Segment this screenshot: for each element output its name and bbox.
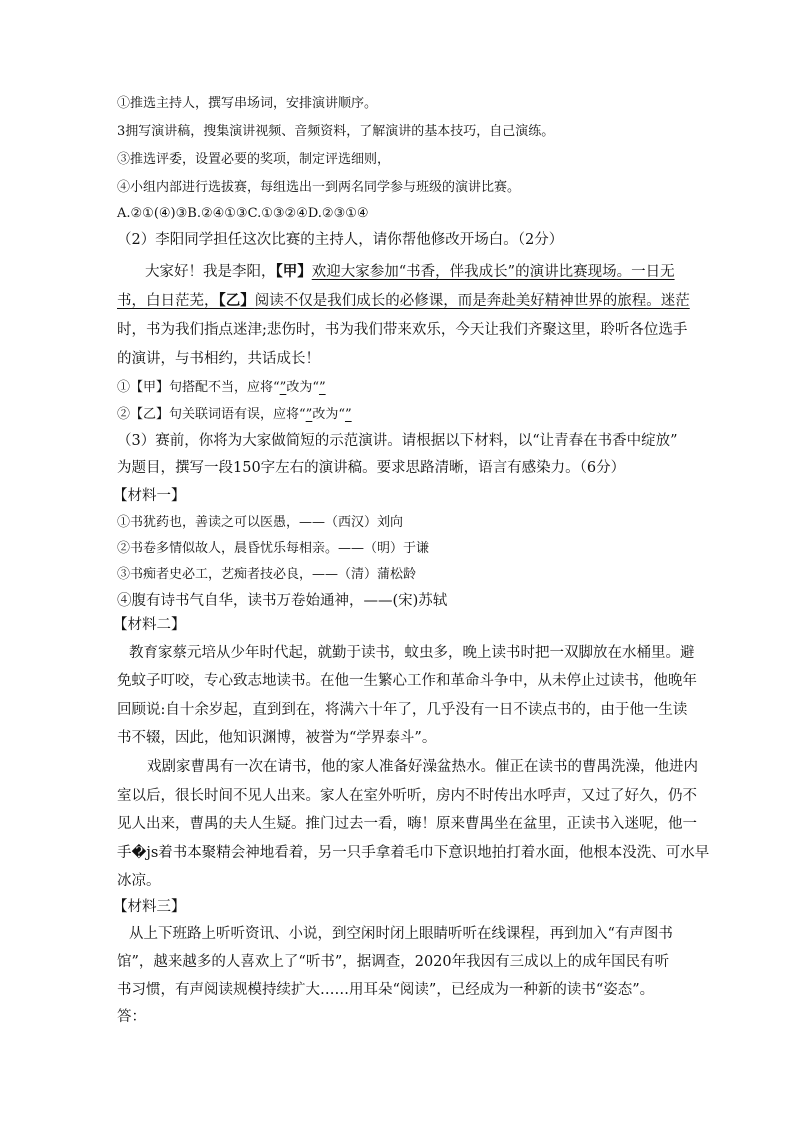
fix-jia-blank-1[interactable]: ” bbox=[279, 380, 287, 395]
speech-greeting: 大家好！我是李阳， bbox=[145, 264, 276, 280]
material-2-line-3: 回顾说:自十余岁起，直到到在，将满六十年了，几乎没有一日不读点书的，由于他一生读 bbox=[117, 702, 688, 718]
tag-jia: 【甲】 bbox=[275, 263, 312, 280]
sentence-jia: 欢迎大家参加“书香，伴我成长”的演讲比赛现场。一日无 bbox=[311, 264, 675, 280]
material-3-line-3: 书习惯，有声阅读规模持续扩大……用耳朵“阅读”，已经成为一种新的读书“姿态”。 bbox=[117, 982, 655, 998]
answer-label: 答： bbox=[117, 1009, 146, 1025]
sentence-jia-end: 书，白日茫芜， bbox=[117, 293, 219, 309]
material-2-line-6: 室以后，很长时间不见人出来。家人在室外听听，房内不时传出水呼声，又过了好久，仍不 bbox=[117, 788, 697, 804]
tag-yi: 【乙】 bbox=[218, 292, 255, 309]
speech-line-2 bbox=[117, 293, 690, 309]
fix-yi-blank-2[interactable]: ” bbox=[344, 407, 352, 422]
material-3-line-1: 从上下班路上听听资讯、小说，到空闲时闭上眼睛听听在线课程，再到加入“有声图书 bbox=[129, 926, 673, 942]
quote-1: ①书犹药也，善读之可以医愚，——（西汉）刘向 bbox=[117, 515, 404, 530]
material-2-line-5: 戏剧家曹禺有一次在请书，他的家人准备好澡盆热水。催正在读书的曹禺洗澡，他进内 bbox=[147, 759, 698, 775]
material-2-title: 【材料二】 bbox=[113, 617, 186, 633]
option-4: ④小组内部进行选拔赛，每组选出一到两名同学参与班级的演讲比赛。 bbox=[117, 180, 521, 195]
question-2-prompt: （2）李阳同学担任这次比赛的主持人，请你帮他修改开场白。（2分） bbox=[117, 232, 564, 248]
material-2-line-9: 冰凉。 bbox=[117, 873, 161, 889]
option-3: ③推选评委，设置必要的奖项，制定评选细则， bbox=[117, 152, 391, 167]
material-2-line-4: 书不辍，因此，他知识渊博，被誉为“学界泰斗”。 bbox=[117, 730, 437, 746]
speech-line-3: 时，书为我们指点迷津;悲伤时，书为我们带来欢乐，今天让我们齐聚这里，聆听各位选手 bbox=[117, 322, 688, 338]
fix-yi-text: ②【乙】句关联词语有误，应将“ bbox=[117, 407, 306, 422]
quote-4: ④腹有诗书气自华，读书万卷始通神，——(宋)苏轼 bbox=[117, 593, 448, 609]
material-1-title: 【材料一】 bbox=[113, 488, 186, 504]
fix-jia-line bbox=[117, 380, 326, 396]
answer-choices: A.②①(④)③B.②④①③C.①③②④D.②③①④ bbox=[117, 206, 369, 221]
material-3-line-2: 馆”，越来越多的人喜欢上了“听书”，据调查，2020年我因有三成以上的成年国民有听 bbox=[117, 954, 670, 970]
material-2-line-8: 手�js着书本聚精会神地看着，另一只手拿着毛巾下意识地拍打着水面，他根本没洗、可水早 bbox=[117, 845, 710, 861]
fix-yi-line bbox=[117, 407, 352, 423]
material-3-title: 【材料三】 bbox=[113, 899, 186, 915]
question-3-line-1: （3）赛前，你将为大家做简短的示范演讲。请根据以下材料，以“让青春在书香中绽放” bbox=[117, 433, 678, 449]
fix-jia-blank-2[interactable]: ” bbox=[318, 380, 326, 395]
material-2-line-1: 教育家蔡元培从少年时代起，就勤于读书，蚊虫多，晚上读书时把一双脚放在水桶里。避 bbox=[129, 645, 695, 661]
material-2-line-7: 见人出来，曹禺的夫人生疑。推门过去一看，嗨！原来曹禺坐在盆里，正读书入迷呢，他一 bbox=[117, 816, 697, 832]
fix-yi-change: 改为“ bbox=[312, 407, 345, 422]
sentence-yi: 阅读不仅是我们成长的必修课，而是奔赴美好精神世界的旅程。迷茫 bbox=[254, 293, 690, 309]
fix-jia-text: ①【甲】句搭配不当，应将“ bbox=[117, 380, 280, 395]
fix-yi-blank-1[interactable]: ” bbox=[305, 407, 313, 422]
option-1: ①推选主持人，撰写串场词，安排演讲顺序。 bbox=[117, 96, 378, 111]
question-3-line-2: 为题目，撰写一段150字左右的演讲稿。要求思路清晰，语言有感染力。（6分） bbox=[117, 460, 626, 476]
quote-3: ③书痴者史必工，艺痴者技必良，——（清）蒲松龄 bbox=[117, 567, 417, 582]
quote-2: ②书卷多情似故人，晨昏忧乐每相亲。——（明）于谦 bbox=[117, 541, 430, 556]
material-2-line-2: 免蚊子叮咬，专心致志地读书。在他一生繁心工作和革命斗争中，从未停止过读书，他晚年 bbox=[117, 673, 697, 689]
speech-line-1 bbox=[145, 264, 675, 280]
speech-line-4: 的演讲，与书相约，共话成长！ bbox=[117, 351, 320, 367]
option-2: 3拥写演讲稿，搜集演讲视频、音频资料，了解演讲的基本技巧，自己演练。 bbox=[117, 124, 555, 139]
fix-jia-change: 改为“ bbox=[286, 380, 319, 395]
